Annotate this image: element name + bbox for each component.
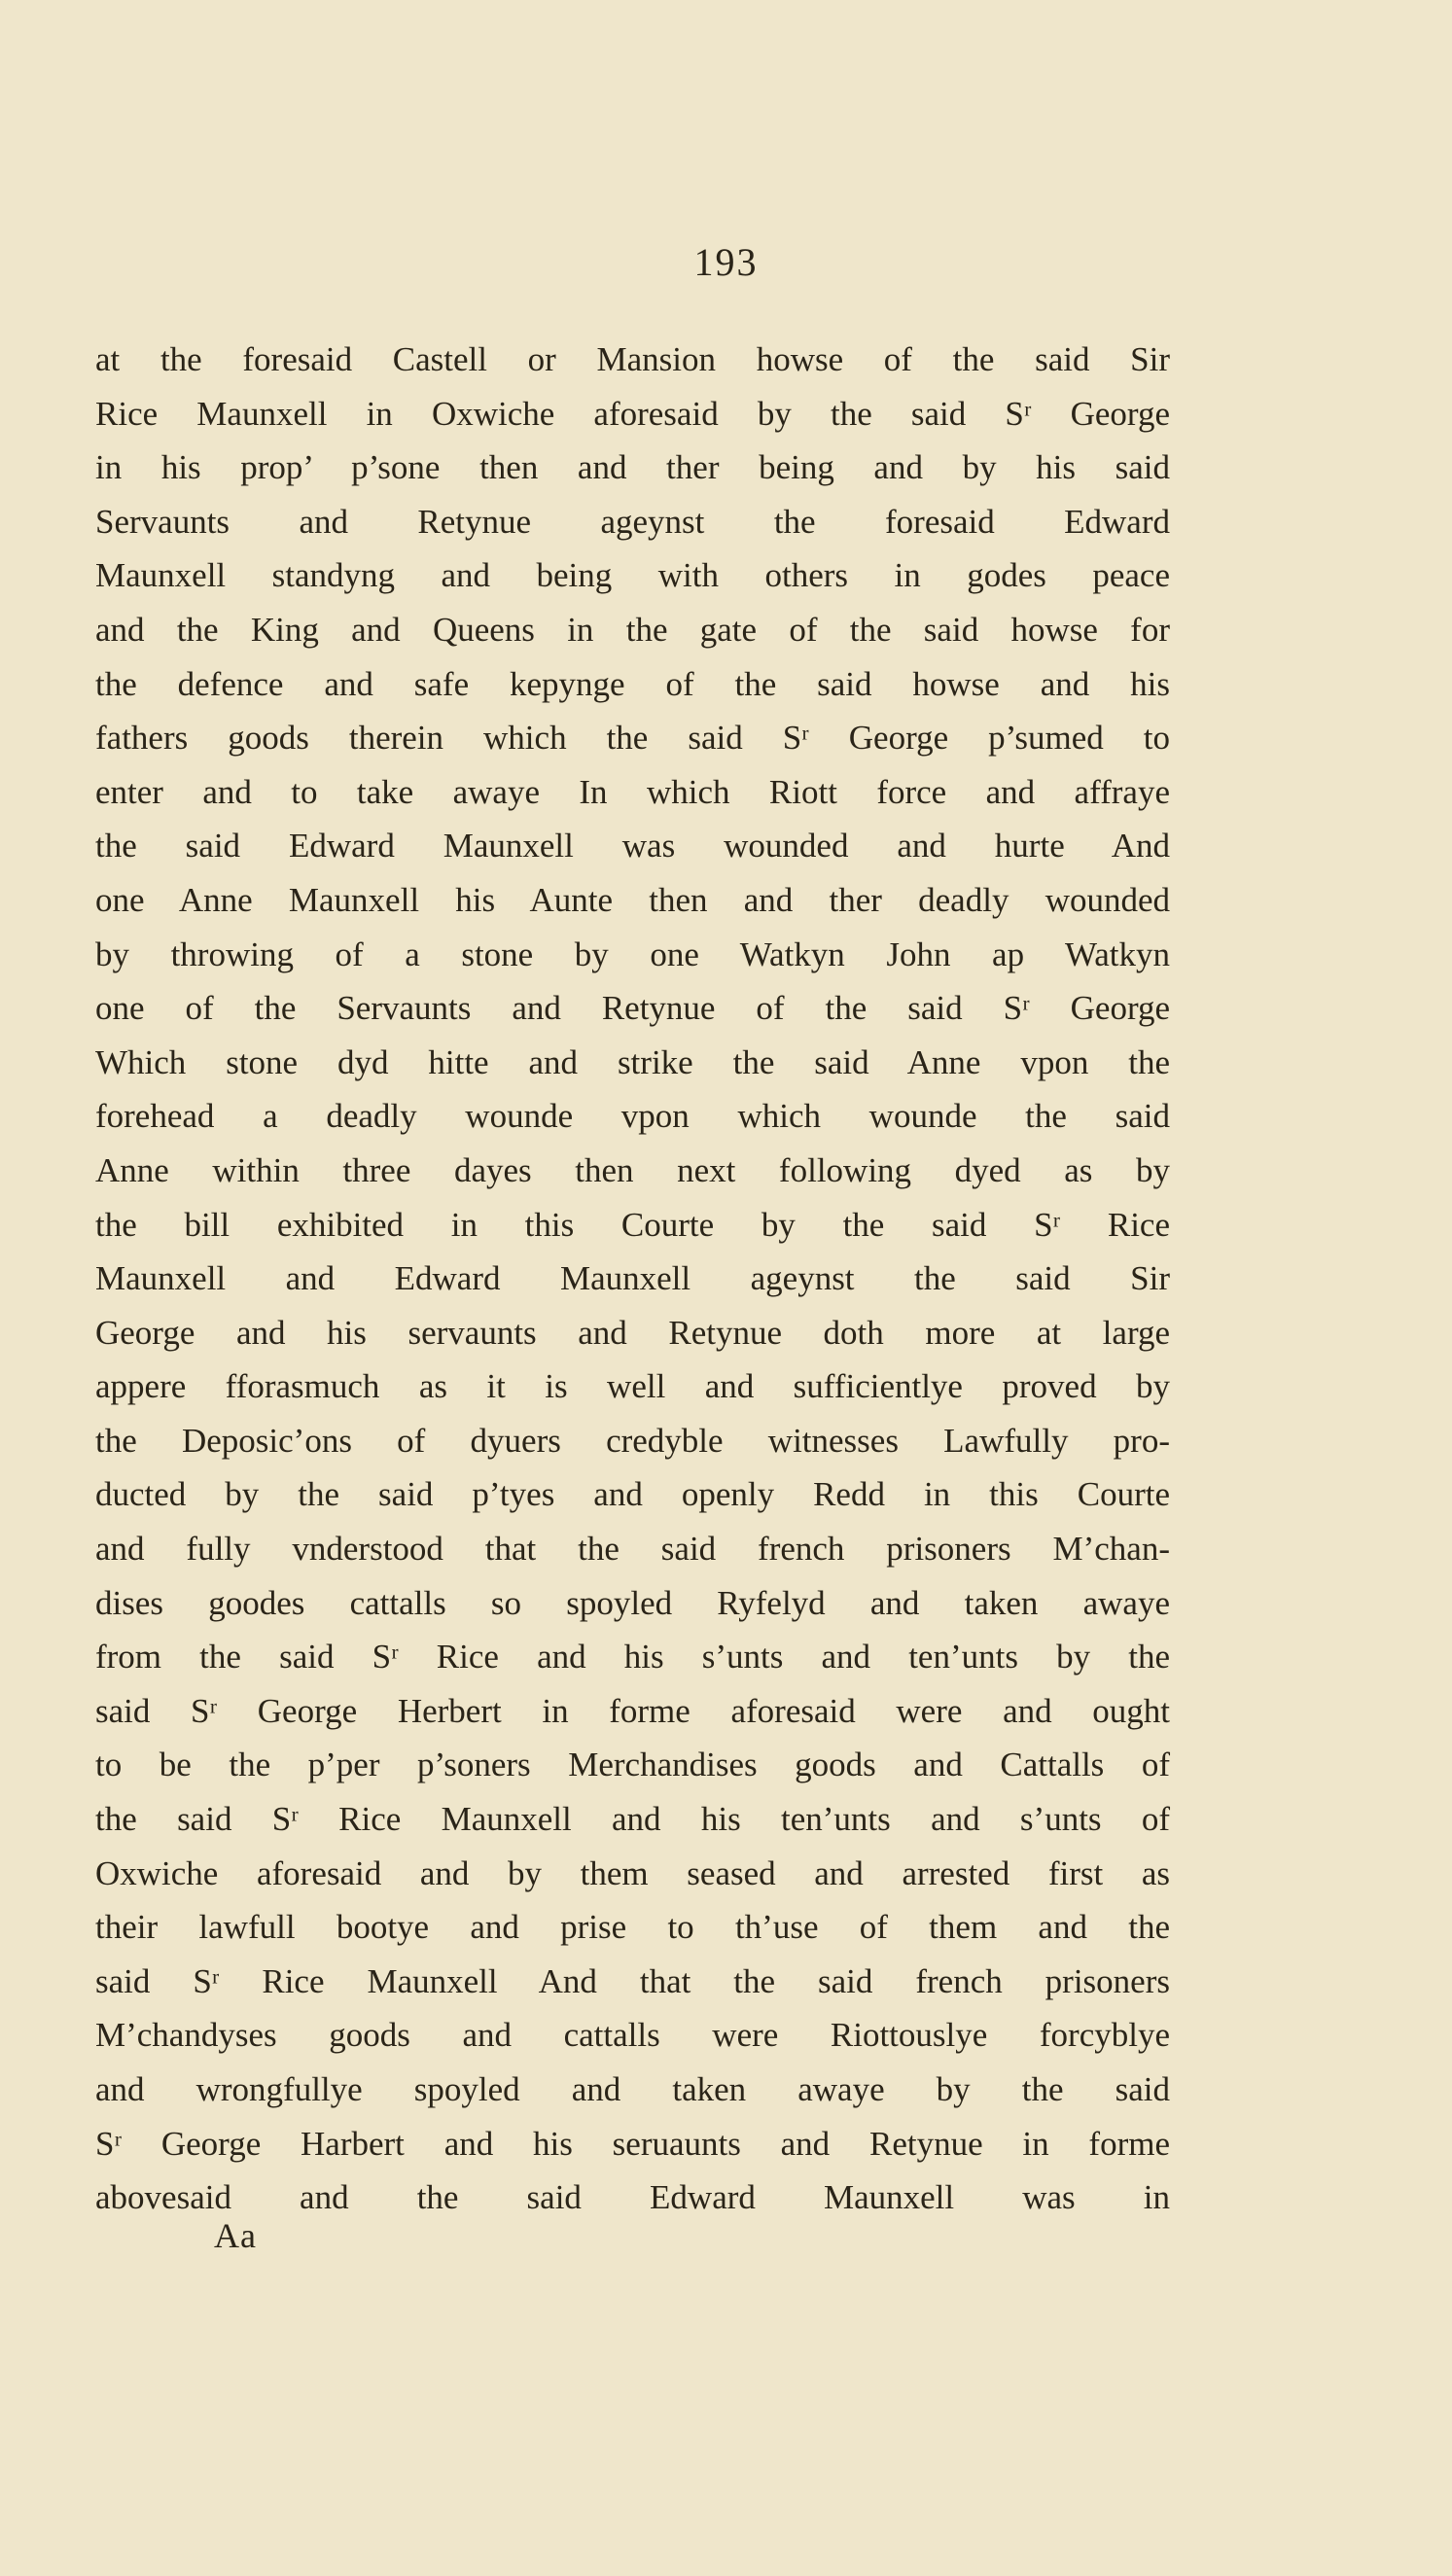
text-line: M’chandyses goods and cattalls were Riottouslye forcyblye — [95, 2016, 1170, 2055]
text-line: dises goodes cattalls so spoyled Ryfelyd and taken awaye — [95, 1583, 1170, 1622]
text-line: fathers goods therein which the said Sʳ George p’sumed to — [95, 719, 1170, 758]
text-line: enter and to take awaye In which Riott force and affraye — [95, 772, 1170, 811]
text-line: in his prop’ p’sone then and ther being and by his said — [95, 448, 1170, 487]
text-line: and the King and Queens in the gate of the said howse for — [95, 610, 1170, 649]
text-line: to be the p’per p’soners Merchandises goods and Cattalls of — [95, 1746, 1170, 1784]
text-line: abovesaid and the said Edward Maunxell was in — [95, 2178, 1170, 2217]
text-line: by throwing of a stone by one Watkyn John ap Watkyn — [95, 935, 1170, 973]
text-line: one Anne Maunxell his Aunte then and ther deadly wounded — [95, 880, 1170, 919]
text-line: the bill exhibited in this Courte by the said Sʳ Rice — [95, 1205, 1170, 1244]
text-line: said Sʳ Rice Maunxell And that the said french prisoners — [95, 1961, 1170, 2000]
text-line: forehead a deadly wounde vpon which wounde the said — [95, 1097, 1170, 1136]
text-line: and fully vnderstood that the said french prisoners M’chan- — [95, 1530, 1170, 1569]
text-line: Anne within three dayes then next following dyed as by — [95, 1150, 1170, 1189]
text-line: their lawfull bootye and prise to th’use of them and the — [95, 1908, 1170, 1947]
text-line: Sʳ George Harbert and his seruaunts and Retynue in forme — [95, 2124, 1170, 2163]
text-line: Rice Maunxell in Oxwiche aforesaid by the said Sʳ George — [95, 394, 1170, 433]
text-line: the said Sʳ Rice Maunxell and his ten’unts and s’unts of — [95, 1800, 1170, 1839]
text-line: George and his servaunts and Retynue doth more at large — [95, 1313, 1170, 1352]
text-line: the said Edward Maunxell was wounded and hurte And — [95, 827, 1170, 865]
text-line: ducted by the said p’tyes and openly Redd in this Courte — [95, 1475, 1170, 1514]
text-line: one of the Servaunts and Retynue of the said Sʳ George — [95, 989, 1170, 1028]
text-line: from the said Sʳ Rice and his s’unts and ten’unts by the — [95, 1638, 1170, 1676]
text-line: Servaunts and Retynue ageynst the foresaid Edward — [95, 502, 1170, 541]
page-number: 193 — [693, 240, 759, 284]
text-line: at the foresaid Castell or Mansion howse of the said Sir — [95, 340, 1170, 378]
text-line: Which stone dyd hitte and strike the said Anne vpon the — [95, 1042, 1170, 1081]
text-line: the defence and safe kepynge of the said howse and his — [95, 664, 1170, 703]
text-line: the Deposic’ons of dyuers credyble witnesses Lawfully pro- — [95, 1421, 1170, 1460]
text-line: Oxwiche aforesaid and by them seased and arrested first as — [95, 1853, 1170, 1892]
signature-mark: Aa — [214, 2216, 257, 2255]
body-text — [95, 333, 1170, 2225]
text-line: Maunxell standyng and being with others in godes peace — [95, 556, 1170, 595]
text-line: appere fforasmuch as it is well and sufficientlye proved by — [95, 1367, 1170, 1406]
text-line: Maunxell and Edward Maunxell ageynst the said Sir — [95, 1259, 1170, 1298]
text-line: and wrongfullye spoyled and taken awaye by the said — [95, 2070, 1170, 2108]
text-line: said Sʳ George Herbert in forme aforesaid were and ought — [95, 1691, 1170, 1730]
